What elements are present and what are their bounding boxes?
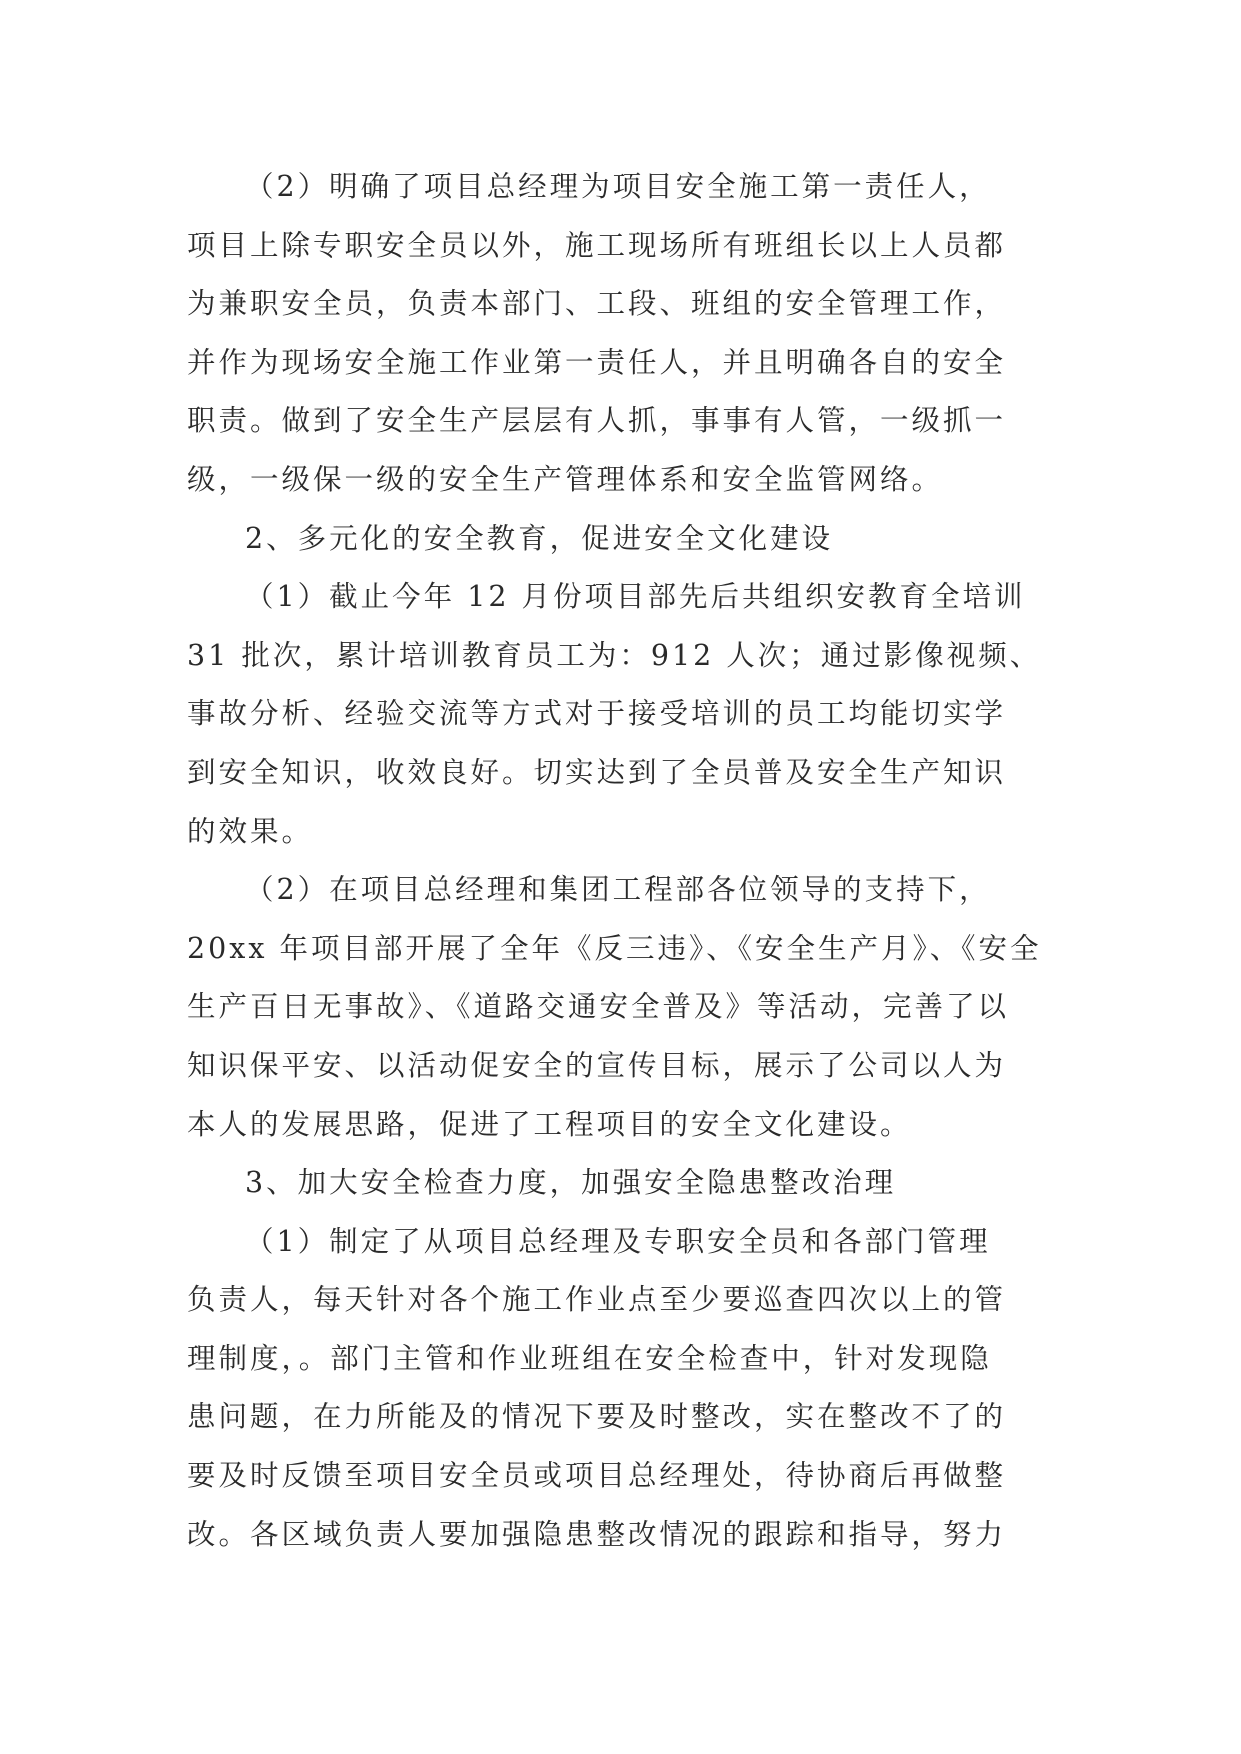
text-line: 项目上除专职安全员以外，施工现场所有班组长以上人员都: [187, 228, 1007, 262]
text-line: 并作为现场安全施工作业第一责任人，并且明确各自的安全: [187, 345, 1007, 379]
text-line: 20xx 年项目部开展了全年《反三违》、《安全生产月》、《安全: [187, 931, 1042, 965]
text-line: 本人的发展思路，促进了工程项目的安全文化建设。: [187, 1107, 912, 1141]
text-line: 患问题，在力所能及的情况下要及时整改，实在整改不了的: [187, 1400, 1007, 1434]
section-heading: 2、多元化的安全教育，促进安全文化建设: [245, 521, 834, 555]
section-heading: 3、加大安全检查力度，加强安全隐患整改治理: [245, 1166, 897, 1200]
text-line: 级，一级保一级的安全生产管理体系和安全监管网络。: [187, 462, 944, 496]
document-body: [187, 158, 1067, 1564]
text-line: （2）明确了项目总经理为项目安全施工第一责任人，: [245, 170, 991, 203]
text-line: 理制度，。部门主管和作业班组在安全检查中，针对发现隐: [187, 1341, 992, 1375]
text-line: 为兼职安全员，负责本部门、工段、班组的安全管理工作，: [187, 287, 1007, 321]
text-line: 知识保平安、以活动促安全的宣传目标，展示了公司以人为: [187, 1048, 1007, 1082]
text-line: 负责人，每天针对各个施工作业点至少要巡查四次以上的管: [187, 1283, 1007, 1317]
text-line: 职责。做到了安全生产层层有人抓，事事有人管，一级抓一: [187, 404, 1007, 438]
text-line: （2）在项目总经理和集团工程部各位领导的支持下，: [245, 873, 991, 907]
text-line: 改。各区域负责人要加强隐患整改情况的跟踪和指导，努力: [187, 1517, 1007, 1551]
text-line: 要及时反馈至项目安全员或项目总经理处，待协商后再做整: [187, 1459, 1007, 1493]
text-line: 31 批次，累计培训教育员工为：912 人次；通过影像视频、: [187, 638, 1042, 672]
text-line: 事故分析、经验交流等方式对于接受培训的员工均能切实学: [187, 697, 1007, 731]
text-line: 生产百日无事故》、《道路交通安全普及》等活动，完善了以: [187, 990, 1010, 1024]
text-line: 的效果。: [187, 814, 314, 848]
text-line: 到安全知识，收效良好。切实达到了全员普及安全生产知识: [187, 755, 1007, 789]
text-line: （1）制定了从项目总经理及专职安全员和各部门管理: [245, 1224, 991, 1258]
text-line: （1）截止今年 12 月份项目部先后共组织安教育全培训: [245, 580, 1026, 614]
